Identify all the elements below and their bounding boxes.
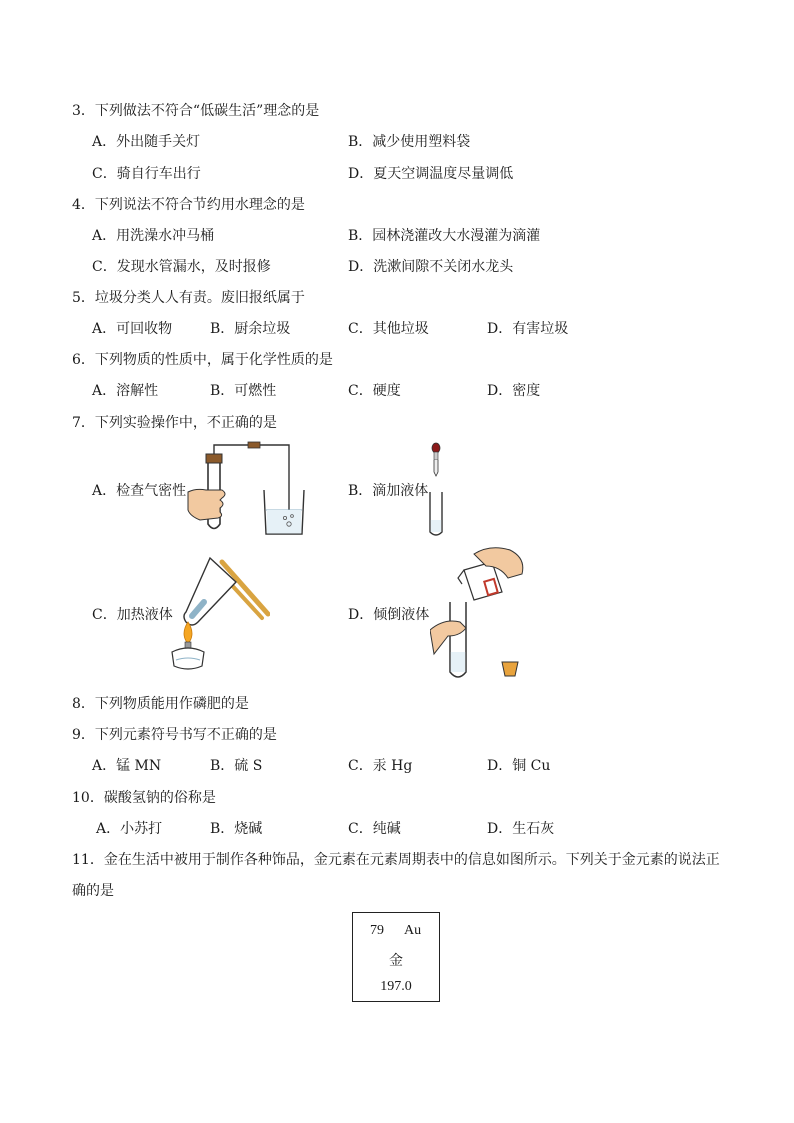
question-5-option-c[interactable]: C．其他垃圾 [348,321,429,337]
question-7-option-a[interactable]: A．检查气密性 [92,483,187,499]
question-11-stem-line1: 11．金在生活中被用于制作各种饰品，金元素在元素周期表中的信息如图所示。下列关于金元素的说法正 [72,852,720,868]
question-6-option-a[interactable]: A．溶解性 [92,383,159,399]
question-8-stem: 8．下列物质能用作磷肥的是 [72,696,249,712]
airtightness-check-illustration [186,440,308,538]
question-4-option-a[interactable]: A．用洗澡水冲马桶 [92,228,215,244]
question-10-option-b[interactable]: B．烧碱 [210,821,263,837]
question-9-option-b[interactable]: B．硫 S [210,758,263,774]
atomic-number: 79 [370,923,384,938]
question-9-option-c[interactable]: C．汞 Hg [348,758,413,774]
periodic-element-card [352,912,440,1002]
question-10-stem: 10．碳酸氢钠的俗称是 [72,790,216,806]
element-symbol: Au [404,923,422,938]
question-6-option-d[interactable]: D．密度 [487,383,541,399]
question-5-stem: 5．垃圾分类人人有责。废旧报纸属于 [72,290,305,306]
question-7-option-c[interactable]: C．加热液体 [92,607,173,623]
question-9-option-d[interactable]: D．铜 Cu [487,758,551,774]
question-3-option-c[interactable]: C．骑自行车出行 [92,166,201,182]
question-11-stem-line2: 确的是 [72,883,114,899]
question-6-option-c[interactable]: C．硬度 [348,383,401,399]
atomic-mass: 197.0 [380,979,412,994]
question-3-option-d[interactable]: D．夏天空调温度尽量调低 [348,166,514,182]
question-3-option-b[interactable]: B．减少使用塑料袋 [348,134,471,150]
question-4-stem: 4．下列说法不符合节约用水理念的是 [72,197,305,213]
dropper-illustration [424,442,448,538]
question-7-option-b[interactable]: B．滴加液体 [348,483,429,499]
question-7-stem: 7．下列实验操作中，不正确的是 [72,415,277,431]
question-7-option-d[interactable]: D．倾倒液体 [348,607,430,623]
question-3-option-a[interactable]: A．外出随手关灯 [92,134,201,150]
question-6-option-b[interactable]: B．可燃性 [210,383,277,399]
question-9-option-a[interactable]: A．锰 MN [92,758,162,774]
pouring-liquid-illustration [430,544,530,682]
question-9-stem: 9．下列元素符号书写不正确的是 [72,727,277,743]
heating-liquid-illustration [158,556,270,672]
question-10-option-a[interactable]: A．小苏打 [96,821,163,837]
question-3-stem: 3．下列做法不符合“低碳生活”理念的是 [72,103,320,119]
question-5-option-b[interactable]: B．厨余垃圾 [210,321,291,337]
question-5-option-a[interactable]: A．可回收物 [92,321,173,337]
question-10-option-d[interactable]: D．生石灰 [487,821,555,837]
element-name: 金 [389,954,403,969]
question-6-stem: 6．下列物质的性质中，属于化学性质的是 [72,352,333,368]
question-10-option-c[interactable]: C．纯碱 [348,821,401,837]
question-5-option-d[interactable]: D．有害垃圾 [487,321,569,337]
question-4-option-d[interactable]: D．洗漱间隙不关闭水龙头 [348,259,514,275]
question-4-option-c[interactable]: C．发现水管漏水，及时报修 [92,259,271,275]
question-4-option-b[interactable]: B．园林浇灌改大水漫灌为滴灌 [348,228,541,244]
